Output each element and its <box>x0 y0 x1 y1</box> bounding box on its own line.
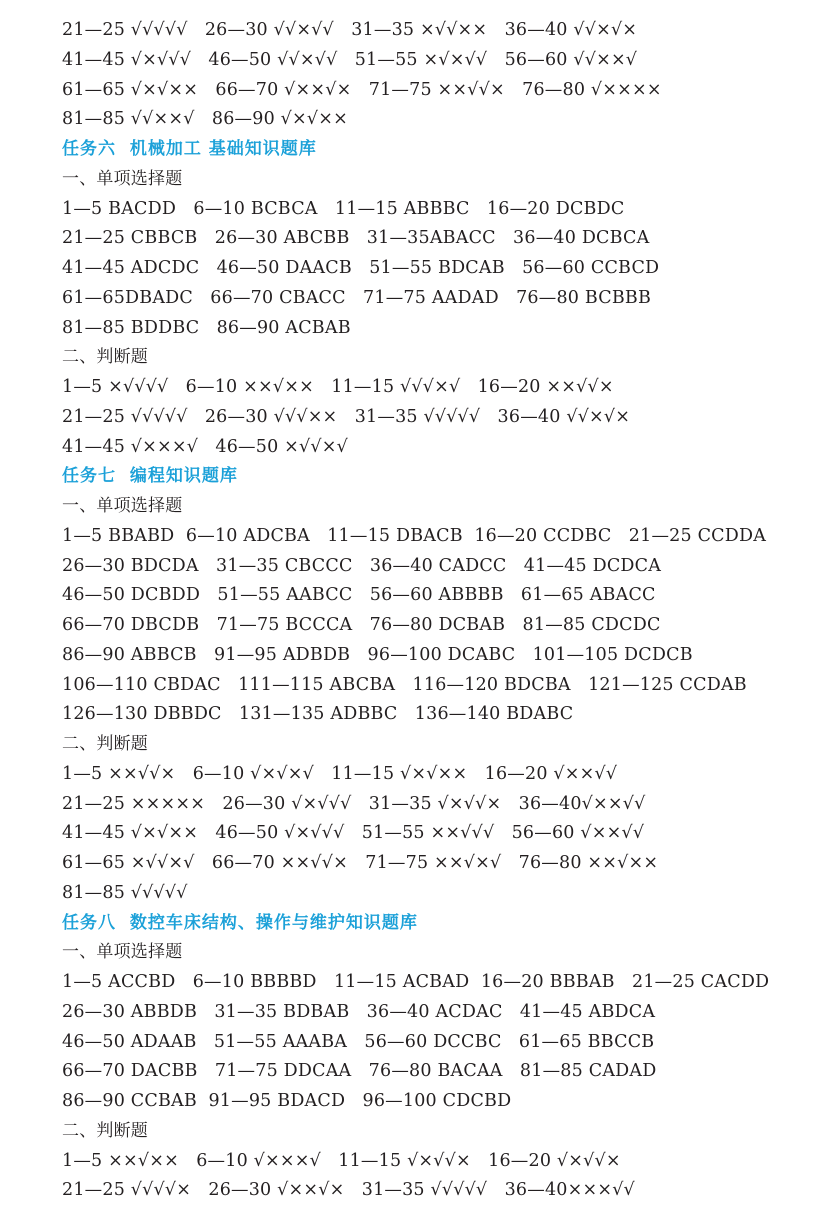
task-heading: 任务六 机械加工 基础知识题库 <box>62 139 317 159</box>
answer-row: 46—50 ADAAB 51—55 AAABA 56—60 DCCBC 61—65 BBCCB <box>62 1031 655 1052</box>
answer-row: 1—5 ×√√√√ 6—10 ××√×× 11—15 √√√×√ 16—20 ××√√× <box>62 377 614 397</box>
section-heading: 一、单项选择题 <box>62 942 183 963</box>
answer-row: 26—30 ABBDB 31—35 BDBAB 36—40 ACDAC 41—45 ABDCA <box>62 1001 656 1022</box>
answer-row: 81—85 √√××√ 86—90 √×√×× <box>62 109 348 130</box>
answer-row: 21—25 √√√√√ 26—30 √√×√√ 31—35 ×√√×× 36—40 √√×√× <box>62 20 638 40</box>
section-heading: 一、单项选择题 <box>62 168 183 189</box>
answer-row: 61—65 ×√√×√ 66—70 ××√√× 71—75 ××√×√ 76—80 ××√×× <box>62 853 659 873</box>
answer-row: 1—5 ××√×× 6—10 √×××√ 11—15 √×√√× 16—20 √×√√× <box>62 1150 621 1171</box>
answer-row: 46—50 DCBDD 51—55 AABCC 56—60 ABBBB 61—65 ABACC <box>62 585 656 606</box>
section-heading: 一、单项选择题 <box>62 496 183 516</box>
answer-row: 126—130 DBBDC 131—135 ADBBC 136—140 BDABC <box>62 704 574 725</box>
answer-row: 41—45 ADCDC 46—50 DAACB 51—55 BDCAB 56—60 CCBCD <box>62 258 660 278</box>
answer-row: 41—45 √×××√ 46—50 ×√√×√ <box>62 436 348 457</box>
answer-row: 106—110 CBDAC 111—115 ABCBA 116—120 BDCBA 121—125 CCDAB <box>62 674 747 695</box>
answer-row: 1—5 BACDD 6—10 BCBCA 11—15 ABBBC 16—20 DCBDC <box>62 198 625 219</box>
answer-row: 21—25 CBBCB 26—30 ABCBB 31—35ABACC 36—40 DCBCA <box>62 228 650 249</box>
task-heading: 任务七 编程知识题库 <box>62 466 238 487</box>
answer-row: 81—85 √√√√√ <box>62 882 188 903</box>
section-heading: 二、判断题 <box>62 347 148 368</box>
answer-row: 86—90 ABBCB 91—95 ADBDB 96—100 DCABC 101—105 DCDCB <box>62 644 693 665</box>
answer-row: 81—85 BDDBC 86—90 ACBAB <box>62 317 351 338</box>
answer-row: 26—30 BDCDA 31—35 CBCCC 36—40 CADCC 41—45 DCDCA <box>62 555 662 576</box>
answer-row: 86—90 CCBAB 91—95 BDACD 96—100 CDCBD <box>62 1091 512 1111</box>
answer-row: 21—25 √√√√√ 26—30 √√√×× 31—35 √√√√√ 36—40 √√×√× <box>62 406 631 427</box>
answer-row: 21—25 ××××× 26—30 √×√√√ 31—35 √×√√× 36—40√××√√ <box>62 793 646 814</box>
answer-row: 1—5 ××√√× 6—10 √×√×√ 11—15 √×√×× 16—20 √××√√ <box>62 763 618 784</box>
answer-row: 1—5 BBABD 6—10 ADCBA 11—15 DBACB 16—20 CCDBC 21—25 CCDDA <box>62 525 767 546</box>
answer-row: 41—45 √×√√√ 46—50 √√×√√ 51—55 ×√×√√ 56—60 √√××√ <box>62 49 638 70</box>
answer-row: 21—25 √√√√× 26—30 √××√× 31—35 √√√√√ 36—40×××√√ <box>62 1180 635 1201</box>
task-heading: 任务八 数控车床结构、操作与维护知识题库 <box>62 912 418 933</box>
answer-row: 66—70 DACBB 71—75 DDCAA 76—80 BACAA 81—85 CADAD <box>62 1061 657 1082</box>
answer-row: 1—5 ACCBD 6—10 BBBBD 11—15 ACBAD 16—20 BBBAB 21—25 CACDD <box>62 972 770 992</box>
answer-row: 66—70 DBCDB 71—75 BCCCA 76—80 DCBAB 81—85 CDCDC <box>62 615 661 635</box>
answer-row: 41—45 √×√×× 46—50 √×√√√ 51—55 ××√√√ 56—60 √××√√ <box>62 823 645 844</box>
answer-row: 61—65DBADC 66—70 CBACC 71—75 AADAD 76—80 BCBBB <box>62 287 652 308</box>
section-heading: 二、判断题 <box>62 1120 148 1141</box>
answer-row: 61—65 √×√×× 66—70 √××√× 71—75 ××√√× 76—80 √×××× <box>62 79 662 100</box>
section-heading: 二、判断题 <box>62 734 148 754</box>
